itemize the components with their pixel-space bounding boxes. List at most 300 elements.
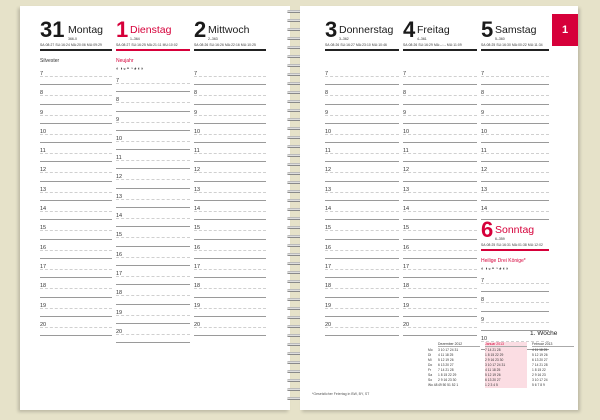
hour-label: 19 xyxy=(116,309,123,316)
hour-row[interactable] xyxy=(481,143,549,162)
day-header xyxy=(481,218,549,258)
hour-row[interactable] xyxy=(481,182,549,201)
hour-label: 12 xyxy=(325,167,332,174)
half-hour-line xyxy=(325,76,399,77)
half-hour-line xyxy=(325,211,399,212)
hour-row[interactable] xyxy=(194,182,266,201)
half-hour-line xyxy=(40,327,112,328)
mini-calendar-row: 3 10 17 24 xyxy=(532,378,548,382)
mini-calendar-row: 7 14 21 28 xyxy=(485,348,501,352)
hour-label: 20 xyxy=(325,321,332,328)
hour-row[interactable] xyxy=(40,201,112,220)
hour-row[interactable] xyxy=(325,124,399,143)
hour-label: 18 xyxy=(40,283,47,290)
hour-label: 8 xyxy=(325,90,329,97)
weekday-abbr: Di xyxy=(428,353,432,357)
hour-label: 11 xyxy=(194,148,200,155)
day-column-6 xyxy=(481,218,549,350)
half-hour-line xyxy=(325,230,399,231)
hour-label: 12 xyxy=(40,167,47,174)
day-number: 31 xyxy=(40,17,65,42)
half-hour-line xyxy=(116,334,190,335)
hour-label: 19 xyxy=(40,302,47,309)
hour-label: 15 xyxy=(116,232,123,239)
left-page xyxy=(20,6,290,410)
hour-label: 17 xyxy=(40,263,47,270)
hour-row[interactable] xyxy=(325,201,399,220)
mini-calendar-title: Februar 2013 xyxy=(532,342,574,347)
hour-row[interactable] xyxy=(116,247,190,266)
hour-label: 10 xyxy=(403,128,410,135)
hour-label: 14 xyxy=(194,206,201,213)
day-name: Mittwoch xyxy=(208,24,250,36)
hour-label: 10 xyxy=(116,135,123,142)
half-hour-line xyxy=(325,134,399,135)
moon-phase-icons: ◐◑◒◓◔◕◖◗ xyxy=(116,66,145,72)
footnote: *Gesetzlicher Feiertag in BW, BY, ST xyxy=(312,392,370,396)
header-rule xyxy=(194,49,266,51)
weekday-abbr: Mi xyxy=(428,358,432,362)
day-number: 1 xyxy=(116,17,129,42)
half-hour-line xyxy=(116,237,190,238)
half-hour-line xyxy=(481,95,549,96)
hour-row[interactable] xyxy=(116,285,190,304)
hour-row[interactable] xyxy=(116,266,190,285)
day-name: Freitag xyxy=(417,24,450,36)
hour-row[interactable] xyxy=(325,105,399,124)
half-hour-line xyxy=(40,288,112,289)
hour-row[interactable] xyxy=(40,278,112,297)
hour-row[interactable] xyxy=(116,189,190,208)
hour-label: 13 xyxy=(40,186,47,193)
mini-calendar-row: 2 9 16 23 xyxy=(532,373,546,377)
hour-label: 7 xyxy=(481,71,485,77)
sun-moon-times: SA:08:25 SU:16:30 MA:00:22 MU:11:34 xyxy=(481,43,543,47)
week-label: 1. Woche xyxy=(530,330,558,337)
hour-row[interactable] xyxy=(194,105,266,124)
hour-label: 9 xyxy=(116,116,120,123)
hour-label: 13 xyxy=(403,186,410,193)
hour-row[interactable] xyxy=(40,124,112,143)
hour-row[interactable] xyxy=(403,240,477,259)
hour-row[interactable] xyxy=(40,182,112,201)
hour-row[interactable] xyxy=(40,240,112,259)
hour-row[interactable] xyxy=(403,201,477,220)
hour-row[interactable] xyxy=(194,66,266,85)
day-note: Neujahr xyxy=(116,58,134,64)
hour-row[interactable] xyxy=(194,143,266,162)
hour-label: 14 xyxy=(325,206,332,213)
mini-calendar-row: 6 13 20 27 xyxy=(532,358,548,362)
day-count: 6–359 xyxy=(495,237,505,241)
hour-row[interactable] xyxy=(40,105,112,124)
mini-calendar-row: 5 12 19 26 xyxy=(485,373,501,377)
hour-row[interactable] xyxy=(40,66,112,85)
hour-label: 14 xyxy=(481,206,488,213)
hour-row[interactable] xyxy=(116,324,190,343)
hour-label: 15 xyxy=(403,225,410,232)
half-hour-line xyxy=(403,230,477,231)
half-hour-line xyxy=(403,308,477,309)
hour-row[interactable] xyxy=(194,317,266,336)
mini-calendar-row: 1 8 15 22 xyxy=(532,368,546,372)
mini-calendar-row: 6 13 20 27 xyxy=(438,363,454,367)
hour-label: 19 xyxy=(403,302,410,309)
hour-label: 16 xyxy=(40,244,47,251)
half-hour-line xyxy=(325,250,399,251)
hour-row[interactable] xyxy=(40,317,112,336)
hour-label: 15 xyxy=(194,225,201,232)
hour-row[interactable] xyxy=(481,124,549,143)
hour-row[interactable] xyxy=(194,240,266,259)
hour-row[interactable] xyxy=(40,298,112,317)
hour-row[interactable] xyxy=(116,208,190,227)
hour-row[interactable] xyxy=(403,278,477,297)
half-hour-line xyxy=(481,76,549,77)
half-hour-line xyxy=(403,153,477,154)
day-header xyxy=(116,18,190,58)
hour-row[interactable] xyxy=(194,298,266,317)
hour-row[interactable] xyxy=(40,220,112,239)
hour-label: 10 xyxy=(481,335,488,342)
sun-moon-times: SA:08:26 SU:16:29 MA:--:-- MU:11:09 xyxy=(403,43,462,47)
hour-row[interactable] xyxy=(403,66,477,85)
half-hour-line xyxy=(40,76,112,77)
day-name: Samstag xyxy=(495,24,537,36)
half-hour-line xyxy=(40,308,112,309)
mini-calendar xyxy=(532,342,574,388)
hour-label: 20 xyxy=(403,321,410,328)
half-hour-line xyxy=(325,288,399,289)
hour-label: 8 xyxy=(116,97,120,104)
day-number: 3 xyxy=(325,17,338,42)
mini-calendar-row: 7 14 21 28 xyxy=(532,363,548,367)
hour-label: 18 xyxy=(325,283,332,290)
hour-label: 12 xyxy=(116,174,123,181)
half-hour-line xyxy=(325,308,399,309)
half-hour-line xyxy=(403,192,477,193)
mini-calendar-row: 1 8 15 22 29 xyxy=(438,373,457,377)
hour-label: 17 xyxy=(403,263,410,270)
mini-calendar-row: 1 2 3 4 5 xyxy=(485,383,498,387)
hour-label: 11 xyxy=(40,148,46,155)
hour-label: 8 xyxy=(481,297,485,304)
hour-label: 9 xyxy=(40,109,44,116)
half-hour-line xyxy=(116,218,190,219)
hour-label: 9 xyxy=(325,109,329,116)
sun-moon-times: SA:08:26 SU:16:26 MA:22:16 MU:10:25 xyxy=(194,43,256,47)
day-count: 2–363 xyxy=(208,37,218,41)
mini-calendar-row: 49 50 51 52 1 xyxy=(438,383,459,387)
hour-label: 7 xyxy=(40,71,44,77)
half-hour-line xyxy=(325,95,399,96)
sun-moon-times: SA:08:26 SU:16:27 MA:23:10 MU:10:46 xyxy=(325,43,387,47)
hour-row[interactable] xyxy=(325,182,399,201)
hour-label: 9 xyxy=(481,316,485,323)
hour-label: 10 xyxy=(481,128,488,135)
hour-label: 15 xyxy=(40,225,47,232)
day-name: Dienstag xyxy=(130,24,172,36)
half-hour-line xyxy=(194,288,266,289)
hour-label: 17 xyxy=(325,263,332,270)
hour-label: 7 xyxy=(481,278,485,284)
hour-label: 11 xyxy=(325,148,331,155)
hour-row[interactable] xyxy=(325,317,399,336)
day-count: 4–361 xyxy=(417,37,427,41)
hour-row[interactable] xyxy=(116,73,190,92)
hour-row[interactable] xyxy=(194,220,266,239)
day-note xyxy=(481,58,549,66)
hour-row[interactable] xyxy=(116,150,190,169)
weekday-abbr: Sa xyxy=(428,373,433,377)
half-hour-line xyxy=(481,283,549,284)
half-hour-line xyxy=(40,250,112,251)
hour-row[interactable] xyxy=(116,305,190,324)
day-name: Sonntag xyxy=(495,224,535,236)
mini-calendar-row: 3 10 17 24 31 xyxy=(485,363,506,367)
half-hour-line xyxy=(40,192,112,193)
half-hour-line xyxy=(116,199,190,200)
half-hour-line xyxy=(325,327,399,328)
half-hour-line xyxy=(194,269,266,270)
half-hour-line xyxy=(40,172,112,173)
day-note xyxy=(194,58,266,66)
moon-phase-icons: ◐◑◒◓◔◕◖◗ xyxy=(481,266,510,272)
hour-row[interactable] xyxy=(403,298,477,317)
weekday-abbr: Fr xyxy=(428,368,432,372)
hour-label: 8 xyxy=(481,90,485,97)
half-hour-line xyxy=(194,192,266,193)
day-note: Silvester xyxy=(40,58,60,64)
hour-row[interactable] xyxy=(40,259,112,278)
day-column-5 xyxy=(481,18,549,220)
hour-row[interactable] xyxy=(116,227,190,246)
hour-label: 9 xyxy=(194,109,198,116)
sun-moon-times: SA:08:27 SU:16:25 MA:21:11 MU:10:02 xyxy=(116,43,178,47)
hour-label: 12 xyxy=(403,167,410,174)
hour-row[interactable] xyxy=(325,85,399,104)
hour-label: 11 xyxy=(116,155,122,162)
hour-label: 20 xyxy=(194,321,201,328)
hour-row[interactable] xyxy=(194,201,266,220)
half-hour-line xyxy=(403,76,477,77)
day-note: Heilige Drei Könige* xyxy=(481,258,526,264)
hour-row[interactable] xyxy=(40,143,112,162)
half-hour-line xyxy=(403,288,477,289)
hour-row[interactable] xyxy=(403,162,477,181)
hour-row[interactable] xyxy=(116,92,190,111)
hour-row[interactable] xyxy=(481,273,549,292)
hour-row[interactable] xyxy=(481,85,549,104)
half-hour-line xyxy=(116,295,190,296)
day-count: 366-0 xyxy=(68,37,77,41)
day-name: Donnerstag xyxy=(339,24,394,36)
hour-label: 12 xyxy=(194,167,201,174)
header-rule xyxy=(481,249,549,251)
day-header xyxy=(403,18,477,58)
hour-label: 7 xyxy=(116,78,120,84)
hour-label: 8 xyxy=(40,90,44,97)
half-hour-line xyxy=(116,122,190,123)
hour-row[interactable] xyxy=(481,105,549,124)
hour-row[interactable] xyxy=(325,220,399,239)
half-hour-line xyxy=(194,327,266,328)
mini-calendar-row: 5 12 19 26 xyxy=(438,358,454,362)
half-hour-line xyxy=(40,95,112,96)
hour-row[interactable] xyxy=(325,240,399,259)
hour-label: 17 xyxy=(194,263,201,270)
mini-calendar xyxy=(438,342,480,388)
mini-calendar xyxy=(485,342,527,388)
half-hour-line xyxy=(403,95,477,96)
hour-row[interactable] xyxy=(325,278,399,297)
half-hour-line xyxy=(325,115,399,116)
half-hour-line xyxy=(40,211,112,212)
day-number: 5 xyxy=(481,17,494,42)
hour-row[interactable] xyxy=(403,85,477,104)
mini-calendar-row: 4 11 18 25 xyxy=(532,348,548,352)
hour-row[interactable] xyxy=(194,162,266,181)
half-hour-line xyxy=(481,211,549,212)
hour-label: 9 xyxy=(481,109,485,116)
hour-label: 14 xyxy=(116,213,123,220)
day-column-4 xyxy=(403,18,477,336)
half-hour-line xyxy=(40,153,112,154)
right-page xyxy=(300,6,578,410)
hour-row[interactable] xyxy=(116,169,190,188)
hour-row[interactable] xyxy=(194,124,266,143)
day-number: 2 xyxy=(194,17,207,42)
half-hour-line xyxy=(194,172,266,173)
mini-calendar-row: 5 12 19 26 xyxy=(532,353,548,357)
hour-row[interactable] xyxy=(481,66,549,85)
header-rule xyxy=(481,49,549,51)
hour-label: 17 xyxy=(116,270,123,277)
hour-row[interactable] xyxy=(403,143,477,162)
half-hour-line xyxy=(116,257,190,258)
half-hour-line xyxy=(481,302,549,303)
hour-label: 13 xyxy=(116,193,123,200)
header-rule xyxy=(325,49,399,51)
day-number: 6 xyxy=(481,217,494,242)
hour-row[interactable] xyxy=(403,124,477,143)
half-hour-line xyxy=(403,250,477,251)
hour-label: 13 xyxy=(481,186,488,193)
hour-label: 7 xyxy=(325,71,329,77)
hour-row[interactable] xyxy=(403,317,477,336)
hour-row[interactable] xyxy=(40,162,112,181)
half-hour-line xyxy=(403,115,477,116)
hour-row[interactable] xyxy=(40,85,112,104)
half-hour-line xyxy=(403,134,477,135)
half-hour-line xyxy=(116,160,190,161)
hour-row[interactable] xyxy=(403,182,477,201)
hour-label: 7 xyxy=(403,71,407,77)
day-header xyxy=(325,18,399,58)
hour-label: 10 xyxy=(194,128,201,135)
day-column-31 xyxy=(40,18,112,336)
weekday-abbr: Wo 48 xyxy=(428,383,438,387)
header-rule xyxy=(116,49,190,51)
hour-row[interactable] xyxy=(481,312,549,331)
mini-calendar-title: Januar 2013 xyxy=(485,342,527,347)
day-count: 5–360 xyxy=(495,37,505,41)
half-hour-line xyxy=(40,269,112,270)
day-column-2 xyxy=(194,18,266,336)
hour-label: 18 xyxy=(194,283,201,290)
half-hour-line xyxy=(194,95,266,96)
mini-calendar-row: 2 9 16 23 30 xyxy=(438,378,457,382)
half-hour-line xyxy=(403,327,477,328)
half-hour-line xyxy=(116,102,190,103)
hour-label: 19 xyxy=(194,302,201,309)
mini-calendar-row: 3 10 17 24 31 xyxy=(438,348,459,352)
half-hour-line xyxy=(194,211,266,212)
hour-row[interactable] xyxy=(325,143,399,162)
hour-row[interactable] xyxy=(194,259,266,278)
hour-row[interactable] xyxy=(116,112,190,131)
half-hour-line xyxy=(40,134,112,135)
hour-row[interactable] xyxy=(403,220,477,239)
hour-label: 11 xyxy=(481,148,487,155)
mini-calendar-row: 6 13 20 27 xyxy=(485,378,501,382)
half-hour-line xyxy=(194,153,266,154)
hour-row[interactable] xyxy=(325,162,399,181)
hour-row[interactable] xyxy=(403,259,477,278)
half-hour-line xyxy=(403,172,477,173)
day-note xyxy=(403,58,477,66)
hour-label: 10 xyxy=(40,128,47,135)
hour-label: 7 xyxy=(194,71,198,77)
month-tab[interactable]: 1 xyxy=(552,14,578,46)
half-hour-line xyxy=(116,179,190,180)
half-hour-line xyxy=(325,172,399,173)
weekday-column xyxy=(428,348,437,388)
half-hour-line xyxy=(481,172,549,173)
hour-row[interactable] xyxy=(194,85,266,104)
mini-calendar-row: 7 14 21 28 xyxy=(438,368,454,372)
hour-row[interactable] xyxy=(116,131,190,150)
hour-row[interactable] xyxy=(194,278,266,297)
half-hour-line xyxy=(403,211,477,212)
day-header xyxy=(40,18,112,58)
hour-row[interactable] xyxy=(325,298,399,317)
mini-calendar-row: 2 9 16 23 30 xyxy=(485,358,504,362)
weekday-abbr: Do xyxy=(428,363,433,367)
hour-row[interactable] xyxy=(325,259,399,278)
day-header xyxy=(481,18,549,58)
day-column-1 xyxy=(116,18,190,343)
hour-label: 12 xyxy=(481,167,488,174)
hour-row[interactable] xyxy=(403,105,477,124)
hour-row[interactable] xyxy=(481,292,549,311)
hour-label: 19 xyxy=(325,302,332,309)
mini-calendar-row: 4 11 18 25 xyxy=(485,368,501,372)
half-hour-line xyxy=(194,115,266,116)
hour-row[interactable] xyxy=(481,162,549,181)
hour-label: 16 xyxy=(194,244,201,251)
half-hour-line xyxy=(403,269,477,270)
mini-calendar-row: 1 8 15 22 29 xyxy=(485,353,504,357)
day-count: 1–364 xyxy=(130,37,140,41)
hour-label: 15 xyxy=(325,225,332,232)
hour-label: 16 xyxy=(116,251,123,258)
half-hour-line xyxy=(194,76,266,77)
weekday-abbr: Mo xyxy=(428,348,433,352)
hour-row[interactable] xyxy=(325,66,399,85)
hour-label: 8 xyxy=(194,90,198,97)
half-hour-line xyxy=(325,269,399,270)
